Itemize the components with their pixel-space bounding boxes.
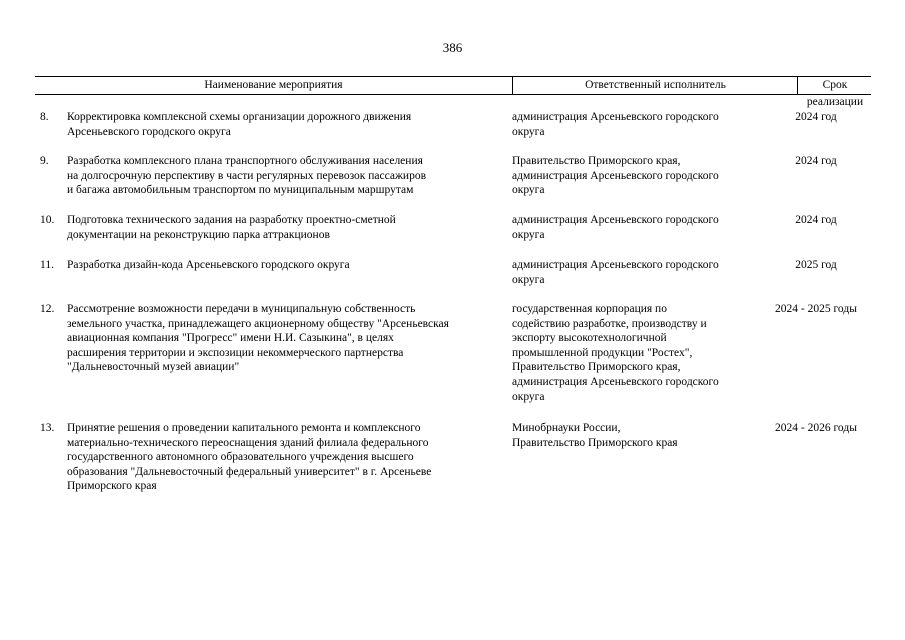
- row-executor: государственная корпорация по содействию разработке, производству и экспорту высокотехнологичной промышленной продукции "Ростех", Правительство Приморского края, администрация Арсеньевского городского округа: [512, 303, 719, 403]
- row-name: Корректировка комплексной схемы организации дорожного движения Арсеньевского городского округа: [67, 111, 412, 138]
- row-executor: Минобрнауки России, Правительство Приморского края: [512, 422, 678, 449]
- row-name: Подготовка технического задания на разработку проектно-сметной документации на реконструкцию парка аттракционов: [67, 214, 396, 241]
- row-term: 2024 - 2026 годы: [775, 422, 857, 434]
- row-term: 2024 год: [795, 214, 837, 226]
- row-term: 2025 год: [795, 259, 837, 271]
- row-number: 12.: [40, 303, 55, 315]
- row-name: Принятие решения о проведении капитального ремонта и комплексного материально-технического переоснащения зданий филиала федерального государственного автономного образовательного учреждения высшего образования "Дальневосточный федеральный университет" в г. Арсеньеве Приморского края: [67, 422, 432, 493]
- header-name: Наименование мероприятия: [204, 79, 343, 91]
- header-term: Срок реализации: [797, 77, 872, 94]
- row-name: Разработка комплексного плана транспортного обслуживания населения на долгосрочную перспективу в части регулярных перевозок пассажиров и багажа автомобильным транспортом по муниципальным маршрутам: [67, 155, 426, 197]
- row-term: 2024 - 2025 годы: [775, 303, 857, 315]
- row-executor: Правительство Приморского края, администрация Арсеньевского городского округа: [512, 155, 719, 197]
- row-executor: администрация Арсеньевского городского округа: [512, 259, 719, 286]
- row-name: Рассмотрение возможности передачи в муниципальную собственность земельного участка, принадлежащего акционерному обществу "Арсеньевская авиационная компания "Прогресс" имени Н.И. Сазыкина", в целях расширения территории и экспозиции некоммерческого партнерства "Дальневосточный музей авиации": [67, 303, 449, 374]
- row-executor: администрация Арсеньевского городского округа: [512, 214, 719, 241]
- row-executor: администрация Арсеньевского городского округа: [512, 111, 719, 138]
- row-term: 2024 год: [795, 111, 837, 123]
- row-number: 9.: [40, 155, 49, 167]
- header-executor: Ответственный исполнитель: [512, 77, 798, 94]
- table-header: [35, 76, 871, 108]
- row-number: 8.: [40, 111, 49, 123]
- row-number: 10.: [40, 214, 55, 226]
- row-term: 2024 год: [795, 155, 837, 167]
- row-name: Разработка дизайн-кода Арсеньевского городского округа: [67, 259, 350, 271]
- row-number: 13.: [40, 422, 55, 434]
- row-number: 11.: [40, 259, 54, 271]
- page-number: 386: [442, 40, 463, 55]
